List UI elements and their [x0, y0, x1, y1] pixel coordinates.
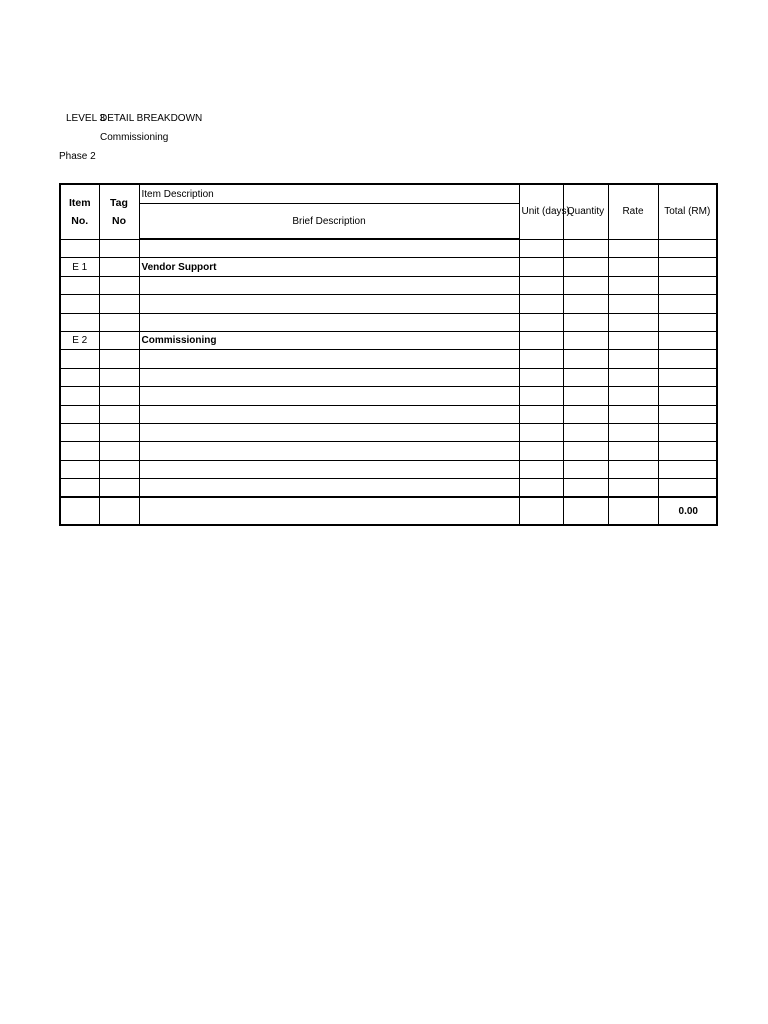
rate-cell — [608, 460, 658, 478]
quantity-cell — [563, 239, 608, 258]
unit-cell — [519, 460, 563, 478]
breakdown-table — [59, 183, 718, 526]
table-row — [60, 350, 717, 368]
unit-cell — [519, 295, 563, 313]
tag-no-cell — [99, 313, 139, 331]
table-row — [60, 387, 717, 405]
quantity-cell — [563, 405, 608, 423]
description-cell — [139, 295, 519, 313]
total-cell — [658, 331, 717, 349]
header-total: Total (RM) — [658, 184, 717, 239]
tag-no-cell — [99, 405, 139, 423]
item-no-cell: E 2 — [60, 331, 99, 349]
total-row-cell — [99, 497, 139, 525]
quantity-cell — [563, 442, 608, 460]
table-row — [60, 239, 717, 258]
tag-no-cell — [99, 368, 139, 386]
total-cell — [658, 295, 717, 313]
tag-no-cell — [99, 295, 139, 313]
unit-cell — [519, 387, 563, 405]
total-cell — [658, 368, 717, 386]
quantity-cell — [563, 460, 608, 478]
unit-cell — [519, 405, 563, 423]
phase-label: Phase 2 — [59, 151, 96, 162]
tag-no-cell — [99, 460, 139, 478]
header-tag-no: Tag No — [99, 184, 139, 239]
rate-cell — [608, 479, 658, 498]
rate-cell — [608, 258, 658, 276]
tag-no-cell — [99, 479, 139, 498]
header-quantity: Quantity — [563, 184, 608, 239]
document-subtitle: Commissioning — [100, 132, 169, 143]
quantity-cell — [563, 368, 608, 386]
tag-no-cell — [99, 258, 139, 276]
level-label: LEVEL 3 — [66, 113, 106, 124]
rate-cell — [608, 239, 658, 258]
grand-total-value: 0.00 — [658, 497, 717, 525]
tag-no-cell — [99, 423, 139, 441]
rate-cell — [608, 276, 658, 294]
total-row-cell — [563, 497, 608, 525]
table-row — [60, 313, 717, 331]
unit-cell — [519, 442, 563, 460]
quantity-cell — [563, 313, 608, 331]
header-rate: Rate — [608, 184, 658, 239]
item-no-cell — [60, 295, 99, 313]
tag-no-cell — [99, 387, 139, 405]
rate-cell — [608, 295, 658, 313]
description-cell — [139, 368, 519, 386]
rate-cell — [608, 368, 658, 386]
unit-cell — [519, 368, 563, 386]
item-no-cell — [60, 239, 99, 258]
unit-cell — [519, 313, 563, 331]
total-cell — [658, 479, 717, 498]
header-brief-description: Brief Description — [139, 204, 519, 240]
unit-cell — [519, 258, 563, 276]
rate-cell — [608, 350, 658, 368]
item-no-cell — [60, 350, 99, 368]
item-no-cell — [60, 405, 99, 423]
description-cell — [139, 350, 519, 368]
tag-no-cell — [99, 350, 139, 368]
unit-cell — [519, 479, 563, 498]
quantity-cell — [563, 350, 608, 368]
total-row-cell — [60, 497, 99, 525]
item-no-cell — [60, 368, 99, 386]
item-no-cell — [60, 276, 99, 294]
total-cell — [658, 423, 717, 441]
item-no-cell — [60, 442, 99, 460]
table-row — [60, 442, 717, 460]
item-no-cell — [60, 387, 99, 405]
table-row — [60, 295, 717, 313]
tag-no-cell — [99, 331, 139, 349]
table-row — [60, 331, 717, 349]
total-row-cell — [139, 497, 519, 525]
unit-cell — [519, 350, 563, 368]
tag-no-cell — [99, 442, 139, 460]
total-row-cell — [608, 497, 658, 525]
total-row-cell — [519, 497, 563, 525]
table-row — [60, 479, 717, 498]
description-cell — [139, 239, 519, 258]
quantity-cell — [563, 479, 608, 498]
item-no-cell — [60, 460, 99, 478]
unit-cell — [519, 239, 563, 258]
header-item-description: Item Description — [139, 184, 519, 204]
quantity-cell — [563, 423, 608, 441]
quantity-cell — [563, 295, 608, 313]
description-cell — [139, 479, 519, 498]
tag-no-cell — [99, 239, 139, 258]
table-row — [60, 460, 717, 478]
table-row — [60, 368, 717, 386]
total-cell — [658, 442, 717, 460]
table-row — [60, 423, 717, 441]
description-cell — [139, 460, 519, 478]
quantity-cell — [563, 387, 608, 405]
description-cell: Vendor Support — [139, 258, 519, 276]
item-no-cell — [60, 479, 99, 498]
total-cell — [658, 313, 717, 331]
rate-cell — [608, 387, 658, 405]
table-row — [60, 276, 717, 294]
grand-total-row — [60, 497, 717, 525]
document-title: DETAIL BREAKDOWN — [100, 113, 203, 124]
description-cell: Commissioning — [139, 331, 519, 349]
rate-cell — [608, 442, 658, 460]
total-cell — [658, 258, 717, 276]
total-cell — [658, 387, 717, 405]
item-no-cell — [60, 313, 99, 331]
description-cell — [139, 423, 519, 441]
rate-cell — [608, 313, 658, 331]
quantity-cell — [563, 276, 608, 294]
description-cell — [139, 405, 519, 423]
rate-cell — [608, 423, 658, 441]
tag-no-cell — [99, 276, 139, 294]
unit-cell — [519, 423, 563, 441]
total-cell — [658, 460, 717, 478]
item-no-cell: E 1 — [60, 258, 99, 276]
rate-cell — [608, 405, 658, 423]
header-unit: Unit (days) — [519, 184, 563, 239]
quantity-cell — [563, 258, 608, 276]
total-cell — [658, 350, 717, 368]
description-cell — [139, 387, 519, 405]
total-cell — [658, 405, 717, 423]
unit-cell — [519, 331, 563, 349]
total-cell — [658, 276, 717, 294]
unit-cell — [519, 276, 563, 294]
header-item-no: Item No. — [60, 184, 99, 239]
table-row — [60, 258, 717, 276]
description-cell — [139, 276, 519, 294]
description-cell — [139, 313, 519, 331]
quantity-cell — [563, 331, 608, 349]
table-row — [60, 405, 717, 423]
item-no-cell — [60, 423, 99, 441]
description-cell — [139, 442, 519, 460]
total-cell — [658, 239, 717, 258]
rate-cell — [608, 331, 658, 349]
